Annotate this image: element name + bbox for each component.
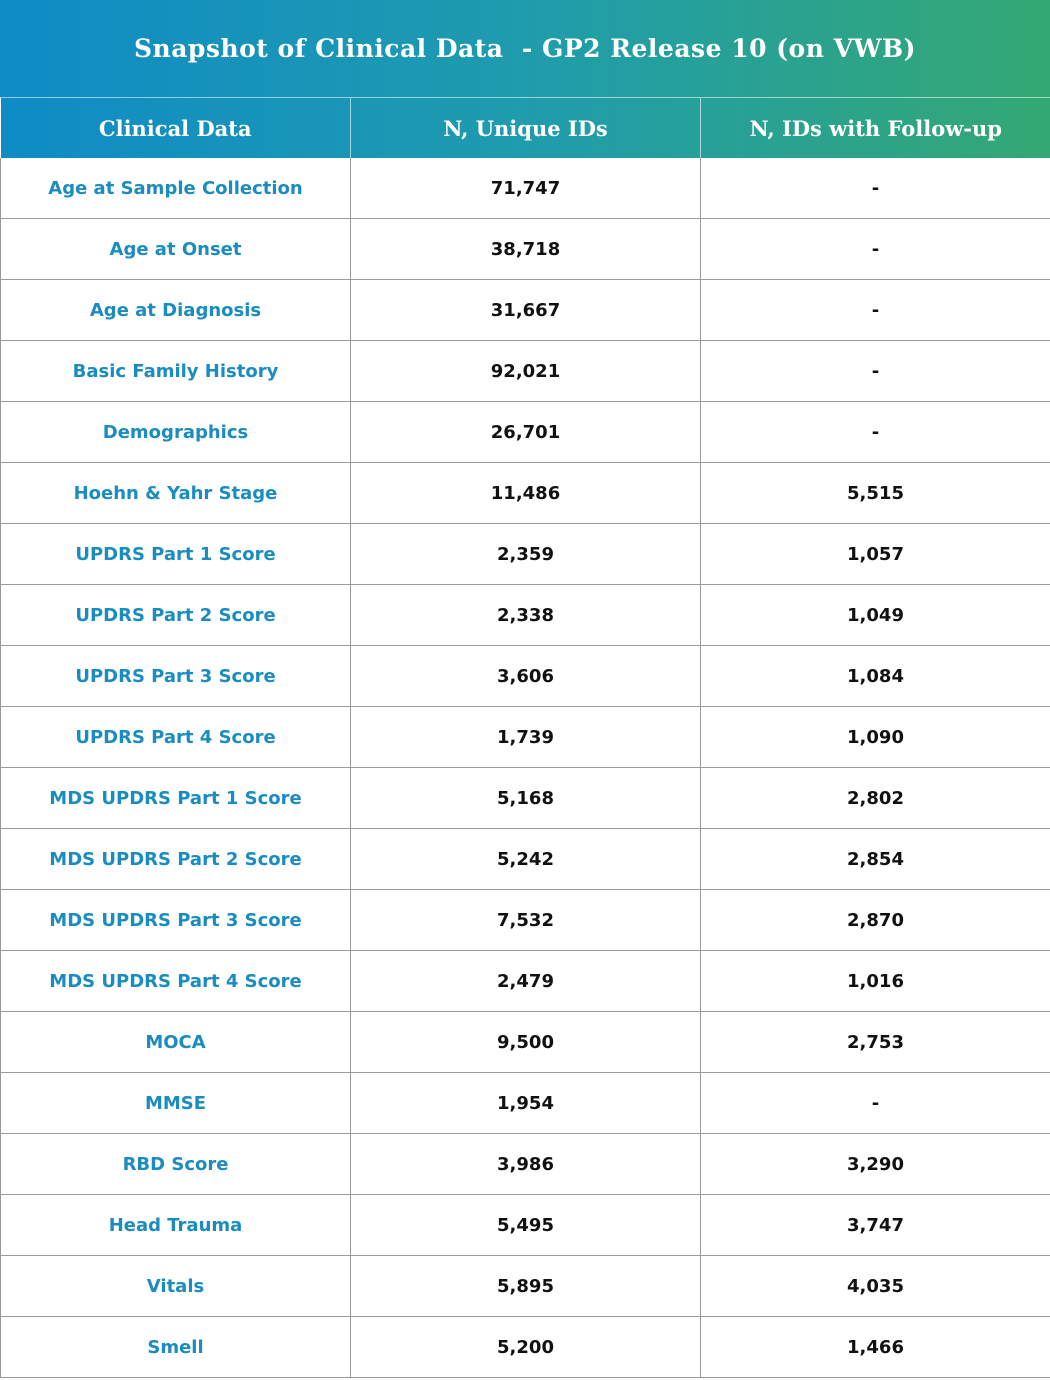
row-label: MDS UPDRS Part 2 Score <box>1 829 351 890</box>
unique-ids-value: 5,168 <box>351 768 701 829</box>
unique-ids-value: 2,359 <box>351 524 701 585</box>
follow-up-value: 4,035 <box>701 1256 1050 1317</box>
row-label: UPDRS Part 1 Score <box>1 524 351 585</box>
table-row <box>1 219 1050 280</box>
row-label: Demographics <box>1 402 351 463</box>
table-row <box>1 1073 1050 1134</box>
unique-ids-value: 3,986 <box>351 1134 701 1195</box>
unique-ids-value: 71,747 <box>351 158 701 219</box>
unique-ids-value: 2,479 <box>351 951 701 1012</box>
unique-ids-value: 38,718 <box>351 219 701 280</box>
unique-ids-value: 92,021 <box>351 341 701 402</box>
title-bar <box>0 0 1050 98</box>
row-label: Age at Onset <box>1 219 351 280</box>
row-label: Hoehn & Yahr Stage <box>1 463 351 524</box>
column-header-follow-up: N, IDs with Follow-up <box>701 98 1050 158</box>
table-row <box>1 829 1050 890</box>
row-label: Basic Family History <box>1 341 351 402</box>
table-row <box>1 402 1050 463</box>
row-label: MDS UPDRS Part 1 Score <box>1 768 351 829</box>
follow-up-value: - <box>701 1073 1050 1134</box>
table-header <box>1 98 1050 158</box>
table-row <box>1 280 1050 341</box>
follow-up-value: 1,057 <box>701 524 1050 585</box>
table-row <box>1 707 1050 768</box>
table-row <box>1 1134 1050 1195</box>
unique-ids-value: 11,486 <box>351 463 701 524</box>
row-label: UPDRS Part 3 Score <box>1 646 351 707</box>
unique-ids-value: 1,739 <box>351 707 701 768</box>
follow-up-value: - <box>701 280 1050 341</box>
row-label: Head Trauma <box>1 1195 351 1256</box>
table-row <box>1 463 1050 524</box>
column-header-unique-ids: N, Unique IDs <box>351 98 701 158</box>
follow-up-value: 2,753 <box>701 1012 1050 1073</box>
follow-up-value: 3,290 <box>701 1134 1050 1195</box>
follow-up-value: 2,870 <box>701 890 1050 951</box>
follow-up-value: 1,466 <box>701 1317 1050 1378</box>
unique-ids-value: 5,242 <box>351 829 701 890</box>
follow-up-value: - <box>701 219 1050 280</box>
row-label: MDS UPDRS Part 4 Score <box>1 951 351 1012</box>
row-label: UPDRS Part 2 Score <box>1 585 351 646</box>
row-label: Age at Diagnosis <box>1 280 351 341</box>
follow-up-value: 1,084 <box>701 646 1050 707</box>
row-label: RBD Score <box>1 1134 351 1195</box>
table-row <box>1 158 1050 219</box>
unique-ids-value: 5,895 <box>351 1256 701 1317</box>
table-row <box>1 1317 1050 1378</box>
follow-up-value: 3,747 <box>701 1195 1050 1256</box>
unique-ids-value: 26,701 <box>351 402 701 463</box>
clinical-data-table <box>0 98 1050 1378</box>
table-row <box>1 1012 1050 1073</box>
follow-up-value: 2,802 <box>701 768 1050 829</box>
table-row <box>1 890 1050 951</box>
follow-up-value: - <box>701 402 1050 463</box>
table-row <box>1 951 1050 1012</box>
table-row <box>1 341 1050 402</box>
table-row <box>1 646 1050 707</box>
unique-ids-value: 31,667 <box>351 280 701 341</box>
follow-up-value: 1,090 <box>701 707 1050 768</box>
page-title: Snapshot of Clinical Data - GP2 Release 10 (on VWB) <box>133 34 917 63</box>
table-row <box>1 524 1050 585</box>
table-row <box>1 1256 1050 1317</box>
header-row <box>1 98 1050 158</box>
unique-ids-value: 3,606 <box>351 646 701 707</box>
follow-up-value: 1,049 <box>701 585 1050 646</box>
unique-ids-value: 1,954 <box>351 1073 701 1134</box>
table-row <box>1 585 1050 646</box>
row-label: Age at Sample Collection <box>1 158 351 219</box>
table-row <box>1 768 1050 829</box>
table-body <box>1 158 1050 1378</box>
row-label: MDS UPDRS Part 3 Score <box>1 890 351 951</box>
row-label: UPDRS Part 4 Score <box>1 707 351 768</box>
row-label: MMSE <box>1 1073 351 1134</box>
unique-ids-value: 7,532 <box>351 890 701 951</box>
follow-up-value: - <box>701 341 1050 402</box>
table-row <box>1 1195 1050 1256</box>
follow-up-value: - <box>701 158 1050 219</box>
follow-up-value: 1,016 <box>701 951 1050 1012</box>
unique-ids-value: 9,500 <box>351 1012 701 1073</box>
follow-up-value: 2,854 <box>701 829 1050 890</box>
row-label: MOCA <box>1 1012 351 1073</box>
follow-up-value: 5,515 <box>701 463 1050 524</box>
unique-ids-value: 5,200 <box>351 1317 701 1378</box>
unique-ids-value: 2,338 <box>351 585 701 646</box>
row-label: Vitals <box>1 1256 351 1317</box>
row-label: Smell <box>1 1317 351 1378</box>
column-header-clinical-data: Clinical Data <box>98 115 252 141</box>
unique-ids-value: 5,495 <box>351 1195 701 1256</box>
